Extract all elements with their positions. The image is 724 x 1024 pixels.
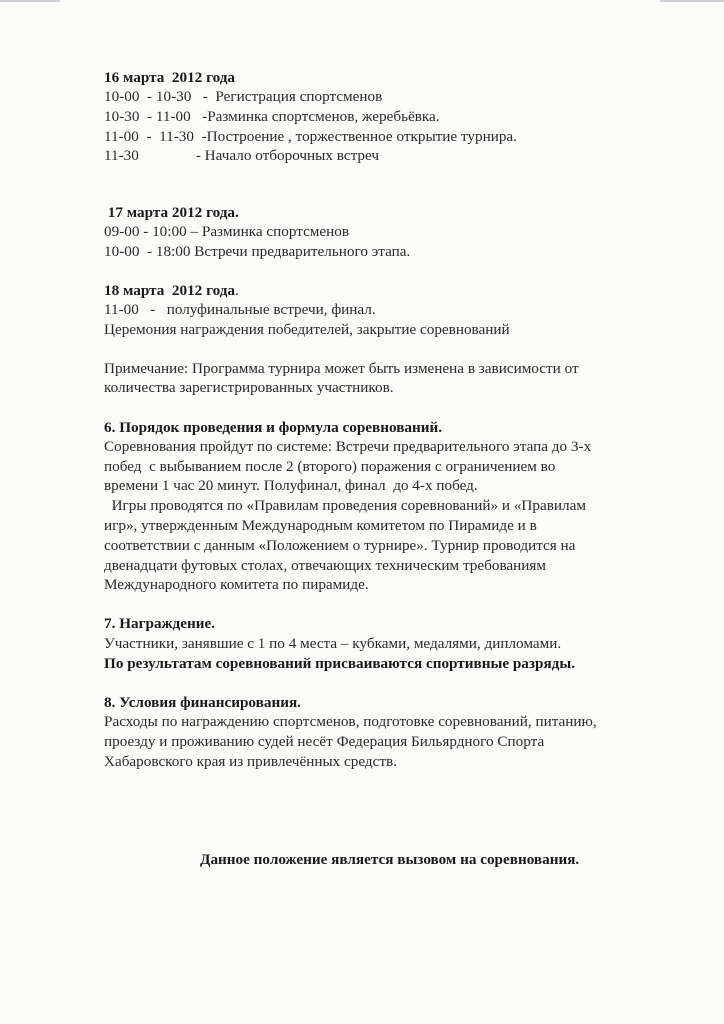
section-heading: 8. Условия финансирования. xyxy=(104,694,301,711)
paragraph-line: Хабаровского края из привлечённых средств. xyxy=(104,753,397,770)
bold-paragraph-line: По результатам соревнований присваиваются спортивные разряды. xyxy=(104,655,575,672)
paragraph-line: времени 1 час 20 минут. Полуфинал, финал до 4-х побед. xyxy=(104,477,478,494)
day-heading-text: 18 марта 2012 года xyxy=(104,282,236,299)
scan-edge xyxy=(0,0,60,2)
section-heading: 7. Награждение. xyxy=(104,615,216,632)
note-line: количества зарегистрированных участников. xyxy=(104,379,394,396)
schedule-line: 11-00 - 11-30 -Построение , торжественное открытие турнира. xyxy=(104,128,517,145)
paragraph-line: двенадцати футовых столах, отвечающих техническим требованиям xyxy=(104,557,547,574)
paragraph-line: побед с выбыванием после 2 (второго) поражения с ограничением во xyxy=(104,458,556,475)
section-heading: 6. Порядок проведения и формула соревнований. xyxy=(104,419,443,436)
note-line: Примечание: Программа турнира может быть изменена в зависимости от xyxy=(104,360,579,377)
paragraph-line: проезду и проживанию судей несёт Федерация Бильярдного Спорта xyxy=(104,733,545,750)
schedule-line: 10-00 - 18:00 Встречи предварительного этапа. xyxy=(104,243,411,260)
paragraph-line: Соревнования пройдут по системе: Встречи предварительного этапа до 3-х xyxy=(104,438,592,455)
day-heading: 17 марта 2012 года. xyxy=(104,204,239,221)
schedule-line: 09-00 - 10:00 – Разминка спортсменов xyxy=(104,223,350,240)
paragraph-line: Международного комитета по пирамиде. xyxy=(104,576,369,593)
schedule-line: 11-30 - Начало отборочных встреч xyxy=(104,147,380,164)
day-heading-suffix: . xyxy=(235,282,239,299)
paragraph-line: Участники, занявшие с 1 по 4 места – кубками, медалями, дипломами. xyxy=(104,635,562,652)
paragraph-line: Игры проводятся по «Правилам проведения соревнований» и «Правилам xyxy=(104,497,586,514)
paragraph-line: игр», утвержденным Международным комитетом по Пирамиде и в xyxy=(104,517,537,534)
schedule-line: 10-30 - 11-00 -Разминка спортсменов, жеребьёвка. xyxy=(104,108,440,125)
day-heading xyxy=(104,282,239,300)
day-heading: 16 марта 2012 года xyxy=(104,69,236,86)
schedule-line: 11-00 - полуфинальные встречи, финал. xyxy=(104,301,376,318)
schedule-line: 10-00 - 10-30 - Регистрация спортсменов xyxy=(104,88,383,105)
closing-statement: Данное положение является вызовом на соревнования. xyxy=(200,851,580,868)
scan-edge xyxy=(660,0,724,2)
schedule-line: Церемония награждения победителей, закрытие соревнований xyxy=(104,321,510,338)
paragraph-line: соответствии с данным «Положением о турнире». Турнир проводится на xyxy=(104,537,576,554)
paragraph-line: Расходы по награждению спортсменов, подготовке соревнований, питанию, xyxy=(104,713,597,730)
